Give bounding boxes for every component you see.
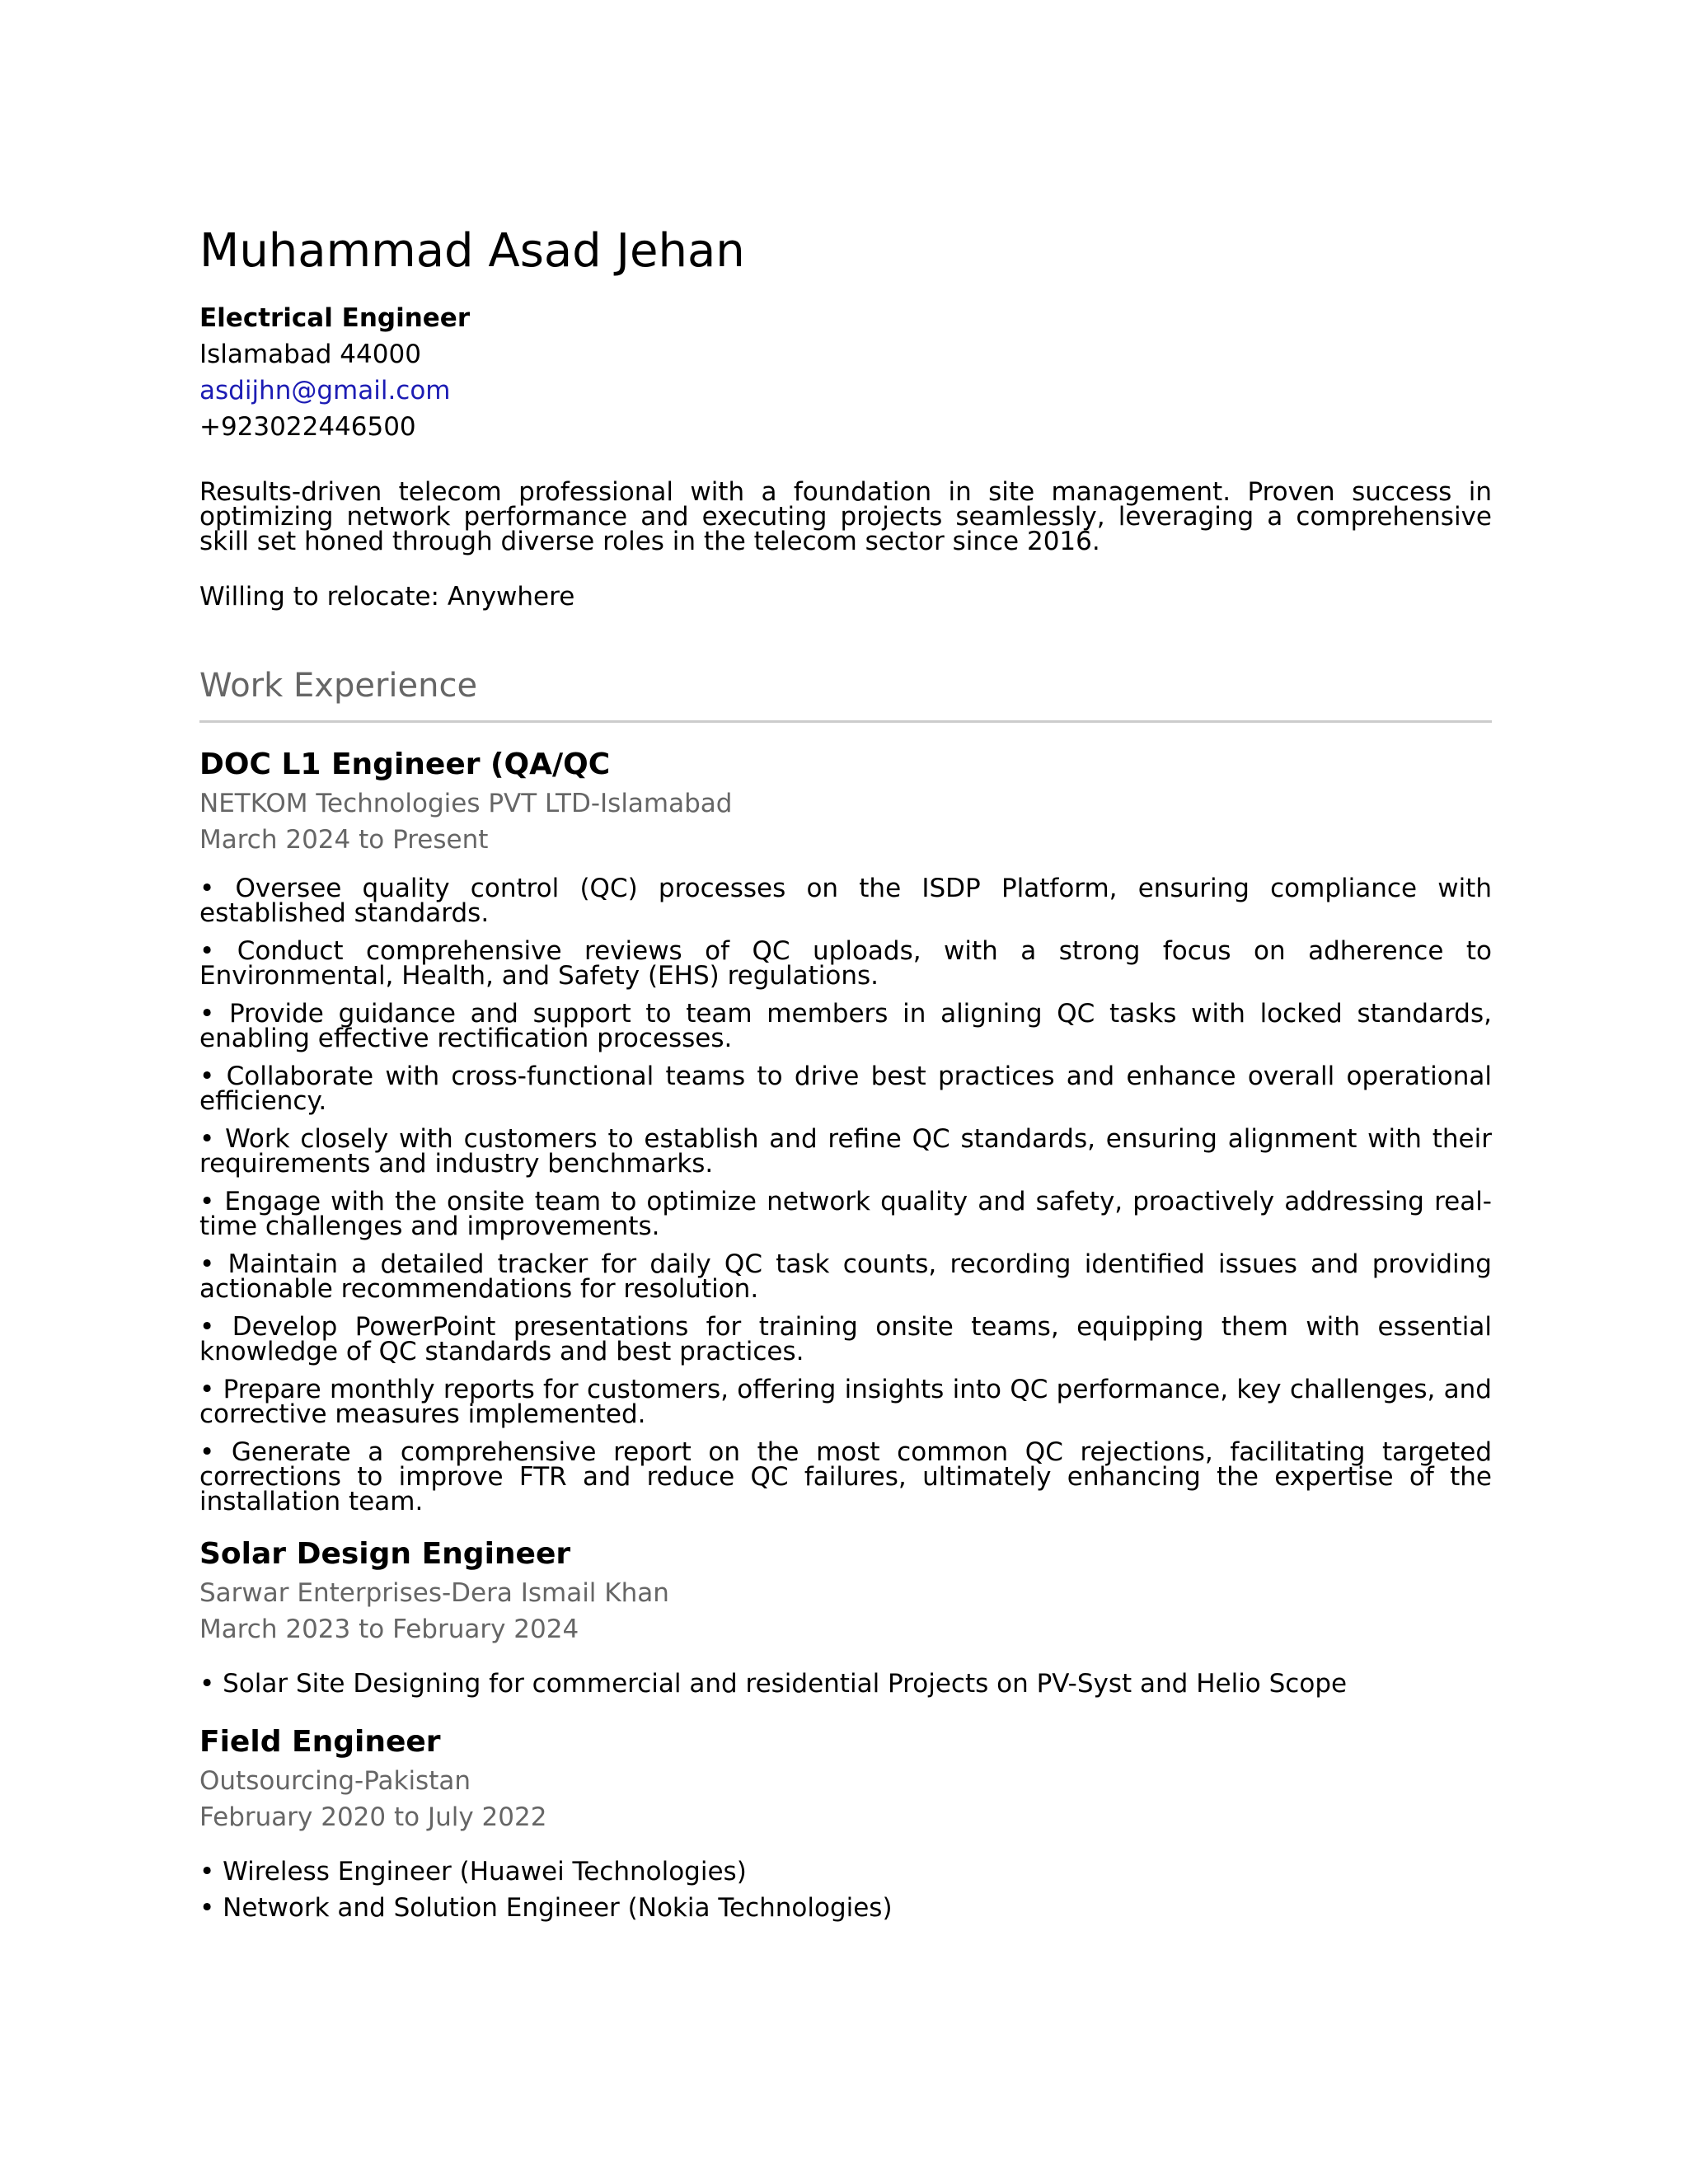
job-dates: February 2020 to July 2022 [199, 1802, 547, 1832]
job-responsibilities [199, 1854, 1492, 1926]
responsibility-item: • Maintain a detailed tracker for daily QC task counts, recording identified issues and providing actionable recommendations for resolution. [199, 1249, 1492, 1304]
job-title: DOC L1 Engineer (QA/QC [199, 748, 611, 781]
responsibility-item: • Work closely with customers to establish and refine QC standards, ensuring alignment with their requirements and industry benchmarks. [199, 1124, 1492, 1179]
job-title: Field Engineer [199, 1725, 441, 1759]
responsibility-item: • Wireless Engineer (Huawei Technologies) [199, 1857, 747, 1886]
candidate-headline: Electrical Engineer [199, 303, 471, 333]
candidate-location: Islamabad 44000 [199, 340, 421, 369]
job-entry [199, 744, 1492, 1514]
responsibility-item: • Prepare monthly reports for customers, offering insights into QC performance, key challenges, and corrective measures implemented. [199, 1375, 1492, 1429]
candidate-phone: +923022446500 [199, 412, 416, 442]
responsibility-item: • Network and Solution Engineer (Nokia Technologies) [199, 1893, 893, 1923]
professional-summary: Results-driven telecom professional with a foundation in site management. Proven success in optimizing network performance and executing projects seamlessly, leveraging a comprehensive skill set honed through diverse roles in the telecom sector since 2016. [199, 477, 1492, 556]
job-entry [199, 1722, 1492, 1926]
candidate-name: Muhammad Asad Jehan [199, 224, 745, 278]
job-title: Solar Design Engineer [199, 1537, 571, 1571]
responsibility-item: • Engage with the onsite team to optimize network quality and safety, proactively addressing real-time challenges and improvements. [199, 1187, 1492, 1241]
job-responsibilities [199, 876, 1492, 1514]
responsibility-item: • Develop PowerPoint presentations for training onsite teams, equipping them with essential knowledge of QC standards and best practices. [199, 1312, 1492, 1366]
job-company: NETKOM Technologies PVT LTD-Islamabad [199, 789, 733, 818]
work-experience-heading: Work Experience [199, 663, 1492, 723]
resume-page [199, 223, 1492, 1926]
job-company: Sarwar Enterprises-Dera Ismail Khan [199, 1578, 669, 1608]
responsibility-item: • Solar Site Designing for commercial and residential Projects on PV-Syst and Helio Scope [199, 1669, 1348, 1699]
responsibility-item: • Collaborate with cross-functional teams to drive best practices and enhance overall operational efficiency. [199, 1062, 1492, 1116]
job-responsibilities [199, 1666, 1492, 1702]
job-dates: March 2023 to February 2024 [199, 1615, 579, 1644]
responsibility-item: • Oversee quality control (QC) processes on the ISDP Platform, ensuring compliance with established standards. [199, 874, 1492, 928]
responsibility-item: • Provide guidance and support to team members in aligning QC tasks with locked standards, enabling effective rectification processes. [199, 999, 1492, 1053]
responsibility-item: • Generate a comprehensive report on the most common QC rejections, facilitating targeted corrections to improve FTR and reduce QC failures, ultimately enhancing the expertise of the installation team. [199, 1437, 1492, 1516]
job-company: Outsourcing-Pakistan [199, 1766, 471, 1796]
candidate-email-link[interactable]: asdijhn@gmail.com [199, 376, 451, 405]
job-dates: March 2024 to Present [199, 825, 489, 855]
responsibility-item: • Conduct comprehensive reviews of QC uploads, with a strong focus on adherence to Environmental, Health, and Safety (EHS) regulations. [199, 936, 1492, 991]
job-entry [199, 1534, 1492, 1702]
relocation-preference: Willing to relocate: Anywhere [199, 582, 575, 612]
